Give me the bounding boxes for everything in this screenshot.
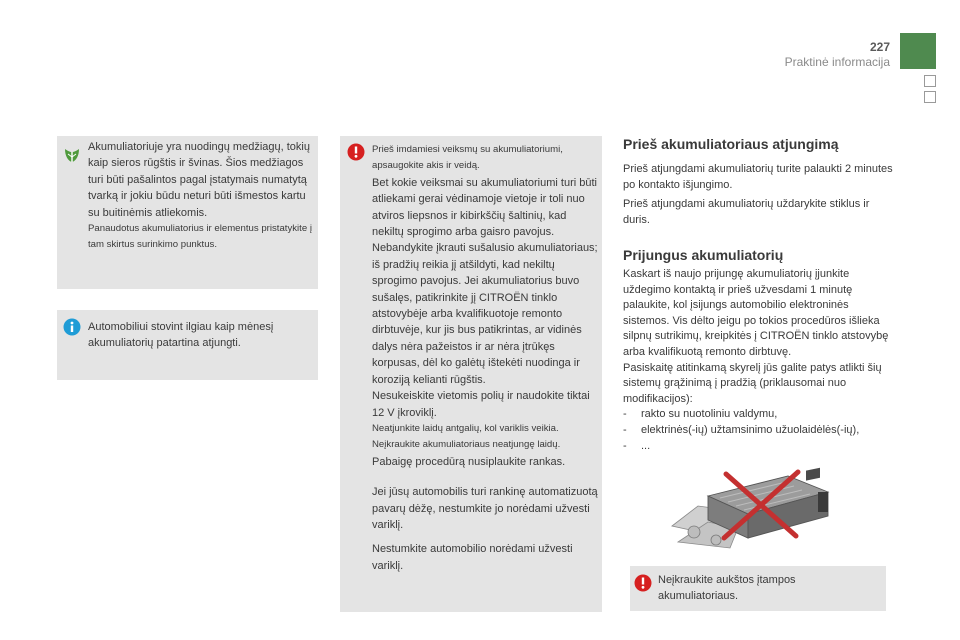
heading-after-reconnect: Prijungus akumuliatorių [623, 247, 784, 263]
warning-paragraph-2: Bet kokie veiksmai su akumuliatoriumi turi būti atliekami gerai vėdinamoje vietoje ir toli nuo atviros liepsnos ir kibirkščių šaltinių, kad nekiltų sprogimo arba gaisro pavojus. [372, 176, 597, 239]
recycle-paragraph-1: Akumuliatoriuje yra nuodingų medžiagų, tokių kaip sieros rūgštis ir švinas. Šios medžiagos turi būti pašalintos pagal įstatymais numatytą tvarką ir jokiu būdu neturi būti išmestos kartu su buitinėmis atliekomis. [88, 141, 310, 219]
warning-paragraph-1: Prieš imdamiesi veiksmų su akumuliatoriumi, apsaugokite akis ir veidą. [372, 144, 563, 172]
disconnect-text [623, 161, 895, 229]
reconnect-text [623, 267, 895, 454]
list-dash: - [623, 408, 627, 421]
disconnect-paragraph-2: Prieš atjungdami akumuliatorių uždarykite stiklus ir duris. [623, 197, 870, 227]
warning-paragraph-7: Pabaigę procedūrą nusiplaukite rankas. [372, 455, 566, 468]
recycle-notice-text [88, 139, 313, 254]
chapter-indicator-2 [924, 91, 936, 103]
warning-icon [634, 574, 652, 592]
warning-paragraph-8: Jei jūsų automobilis turi rankinę automatizuotą pavarų dėžę, nestumkite jo norėdami užvesti variklį. [372, 486, 598, 531]
disconnect-paragraph-1: Prieš atjungdami akumuliatorių turite palaukti 2 minutes po kontakto išjungimo. [623, 163, 893, 192]
crossed-out-battery-charger-icon [668, 466, 846, 552]
list-dash: - [623, 439, 627, 452]
recycle-paragraph-2: Panaudotus akumuliatorius ir elementus pristatykite į tam skirtus surinkimo punktus. [88, 223, 312, 251]
reinit-list-item [623, 439, 895, 455]
reconnect-paragraph-1: Kaskart iš naujo prijungę akumuliatorių įjunkite uždegimo kontaktą ir prieš užvesdami 1 minutę palaukite, kol įsijungs automobilio elektroninės sistemos. Vis dėlto jeigu po tokios procedūros išlieka silpnų sutrikimų, kreipkitės į CITROËN tinklo atstovybę arba kvalifikuotą remonto dirbtuvę. [623, 268, 889, 358]
warning-paragraph-6: Neįkraukite akumuliatoriaus neatjungę laidų. [372, 439, 561, 451]
warning-icon [347, 143, 365, 161]
list-dash: - [623, 423, 627, 436]
warning-paragraph-4: Nesukeiskite vietomis polių ir naudokite tiktai 12 V įkroviklį. [372, 390, 590, 419]
info-icon [63, 318, 81, 336]
list-item-text: elektrinės(-ių) užtamsinimo užuolaidėlės(-ių), [641, 423, 860, 436]
chapter-marker [900, 33, 936, 69]
warning-paragraph-5: Neatjunkite laidų antgalių, kol variklis veikia. [372, 422, 559, 434]
section-title: Praktinė informacija [784, 55, 890, 69]
page-number: 227 [869, 40, 890, 54]
reinit-list-item [623, 407, 895, 423]
warning-high-voltage-text: Neįkraukite aukštos įtampos akumuliatoriaus. [658, 574, 796, 603]
chapter-indicator-1 [924, 75, 936, 87]
info-notice-text: Automobiliui stovint ilgiau kaip mėnesį akumuliatorių patartina atjungti. [88, 321, 274, 350]
recycle-icon [63, 146, 81, 164]
warning-notice-text [372, 142, 600, 574]
warning-paragraph-9: Nestumkite automobilio norėdami užvesti variklį. [372, 543, 573, 572]
reinit-list-item [623, 423, 895, 439]
heading-before-disconnect: Prieš akumuliatoriaus atjungimą [623, 136, 839, 152]
warning-paragraph-3: Nebandykite įkrauti sušalusio akumuliatoriaus; iš pradžių reikia jį atšildyti, kad nekiltų sprogimo pavojus. Jei akumuliatorius buvo sušalęs, patikrinkite jį CITROËN tinklo atstovybėje arba kvalifikuotoje remonto dirbtuvėje, kur jis bus patikrintas, ar vidinės dalys nėra pažeistos ir ar nėra įtrūkęs korpusas, dėl ko galėtų ištekėti nuodinga ir koroziją kelianti rūgštis. [372, 242, 598, 386]
list-item-text: ... [641, 439, 651, 452]
reconnect-paragraph-2: Pasiskaitę atitinkamą skyrelį jūs galite patys atlikti šių sistemų grąžinimą į pradžią (priklausomai nuo modifikacijos): [623, 361, 882, 405]
list-item-text: rakto su nuotoliniu valdymu, [641, 408, 778, 421]
